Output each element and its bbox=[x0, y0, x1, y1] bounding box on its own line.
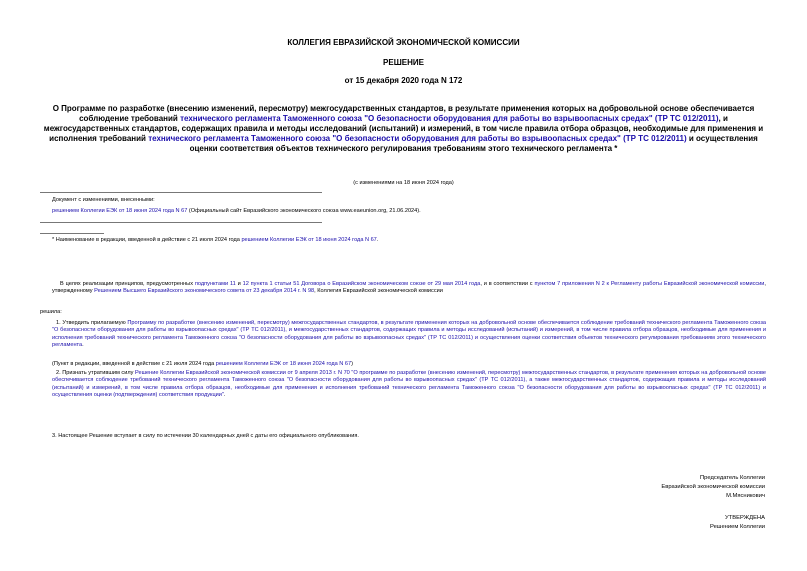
footnote-rule bbox=[40, 233, 104, 234]
item-2-repealed-decision-link[interactable]: Решение Коллегии Евразийской экономической комиссии от 9 апреля 2013 г. N 70 "О программе по разработке (внесению изменений, пересмотру) межгосударственных стандартов, в результате применения которых на добровольной основе обеспечивается соблюдение требований технического регламента Таможенного союза "О безопасности оборудования для работы во взрывоопасных средах" (ТР ТС 012/2011), а также межгосударственных стандартов, содержащих правила и методы исследований (испытаний) и измерений, в том числе правила отбора образцов, необходимые для применения и исполнения требований технического регламента Таможенного союза "О безопасности оборудования для работы во взрывоопасных средах" (ТР ТС 012/2011) и осуществления оценки (подтверждения) соответствия продукции" bbox=[52, 370, 766, 399]
item-1-note bbox=[52, 361, 766, 368]
item-2 bbox=[52, 370, 766, 400]
changes-label: Документ с изменениями, внесенными: bbox=[52, 197, 155, 203]
item-3: 3. Настоящее Решение вступает в силу по истечении 30 календарных дней с даты его официального опубликования. bbox=[52, 433, 359, 439]
title-link-regulation-2[interactable]: технического регламента Таможенного союза "О безопасности оборудования для работы во взрывоопасных средах" (ТР ТС 012/2011) bbox=[148, 134, 687, 143]
item-1-text: 1. Утвердить прилагаемую bbox=[56, 320, 128, 326]
footnote-end: . bbox=[376, 237, 379, 243]
doc-type: РЕШЕНИЕ bbox=[383, 58, 424, 67]
signature-name: М.Мясникович bbox=[726, 493, 765, 499]
item-1-note-text: (Пункт в редакции, введенной в действие с 21 июля 2024 года bbox=[52, 361, 216, 367]
approved-label: УТВЕРЖДЕНА bbox=[725, 515, 765, 521]
item-2-end: . bbox=[223, 392, 226, 399]
item-2-text: 2. Признать утратившим силу bbox=[56, 370, 135, 376]
item-1 bbox=[52, 320, 766, 350]
preamble-text-2: и bbox=[235, 281, 243, 287]
changes-link[interactable]: решением Коллегии ЕЭК от 18 июня 2024 года N 67 bbox=[52, 208, 188, 214]
changes-rest: (Официальный сайт Евразийского экономического союза www.eaeunion.org, 21.06.2024). bbox=[187, 208, 421, 214]
title-link-regulation-1[interactable]: технического регламента Таможенного союза "О безопасности оборудования для работы во взрывоопасных средах" (ТР ТС 012/2011) bbox=[180, 114, 719, 123]
approved-block bbox=[710, 514, 765, 532]
preamble-link-subclause-11[interactable]: подпунктами 11 bbox=[194, 281, 236, 287]
item-1-program-link[interactable]: Программу по разработке (внесению изменений, пересмотру) межгосударственных стандартов, в результате применения которых на добровольной основе обеспечивается соблюдение требований технического регламента Таможенного союза "О безопасности оборудования для работы во взрывоопасных средах" (ТР ТС 012/2011), и межгосударственных стандартов, содержащих правила и методы исследований (испытаний) и измерений, в том числе правила отбора образцов, необходимые для применения и исполнения требований технического регламента Таможенного союза "О безопасности оборудования для работы во взрывоопасных средах" (ТР ТС 012/2011) и осуществления оценки соответствия объектов технического регулирования требованиям этого технического регламента bbox=[52, 320, 766, 349]
divider-top bbox=[40, 192, 322, 193]
amended-note: (с изменениями на 18 июня 2024 года) bbox=[353, 180, 454, 186]
footnote-text: * Наименование в редакции, введенной в действие с 21 июля 2024 года bbox=[52, 237, 242, 243]
title-text-3: и осуществления оценки соответствия объектов технического регулирования требованиям этого технического регламента * bbox=[189, 134, 758, 153]
org-name: КОЛЛЕГИЯ ЕВРАЗИЙСКОЙ ЭКОНОМИЧЕСКОЙ КОМИССИИ bbox=[287, 38, 520, 47]
signature-organization: Евразийской экономической комиссии bbox=[661, 484, 765, 490]
resolved-label: решила: bbox=[40, 309, 62, 315]
signature-position: Председатель Коллегии bbox=[699, 475, 765, 481]
preamble-link-treaty[interactable]: 12 пункта 1 статьи 51 Договора о Евразийском экономическом союзе от 29 мая 2014 года bbox=[242, 281, 481, 287]
preamble bbox=[52, 281, 766, 296]
item-1-note-link[interactable]: решением Коллегии ЕЭК от 18 июня 2024 года N 67 bbox=[215, 361, 352, 367]
approved-by: Решением Коллегии bbox=[709, 524, 765, 530]
item-1-note-end: ) bbox=[351, 361, 353, 367]
title-text-2: , и межгосударственных стандартов, содержащих правила и методы исследований (испытаний) и измерений, в том числе правила отбора образцов, необходимые для применения и исполнения требований bbox=[43, 114, 764, 143]
changes-line bbox=[52, 208, 766, 215]
footnote-link[interactable]: решением Коллегии ЕЭК от 18 июня 2024 года N 67 bbox=[241, 237, 377, 243]
preamble-link-regulation[interactable]: пунктом 7 приложения N 2 к Регламенту работы Евразийской экономической комиссии bbox=[534, 281, 765, 287]
preamble-text-4: , утвержденному bbox=[52, 281, 766, 295]
title-text-1: О Программе по разработке (внесению изменений, пересмотру) межгосударственных стандартов, в результате применения которых на добровольной основе обеспечивается соблюдение требований bbox=[52, 104, 755, 123]
footnote bbox=[52, 237, 766, 244]
item-1-end: . bbox=[82, 342, 84, 349]
preamble-text-5: , Коллегия Евразийской экономической комиссии bbox=[314, 288, 443, 295]
divider-bottom bbox=[40, 222, 322, 223]
signature-block bbox=[661, 474, 765, 501]
preamble-text-1: В целях реализации принципов, предусмотренных bbox=[60, 281, 195, 287]
preamble-link-council-decision[interactable]: Решением Высшего Евразийского экономического совета от 23 декабря 2014 г. N 98 bbox=[94, 288, 315, 295]
preamble-text-3: , и в соответствии с bbox=[480, 281, 535, 287]
doc-date: от 15 декабря 2020 года N 172 bbox=[344, 76, 463, 85]
doc-title bbox=[40, 104, 767, 154]
